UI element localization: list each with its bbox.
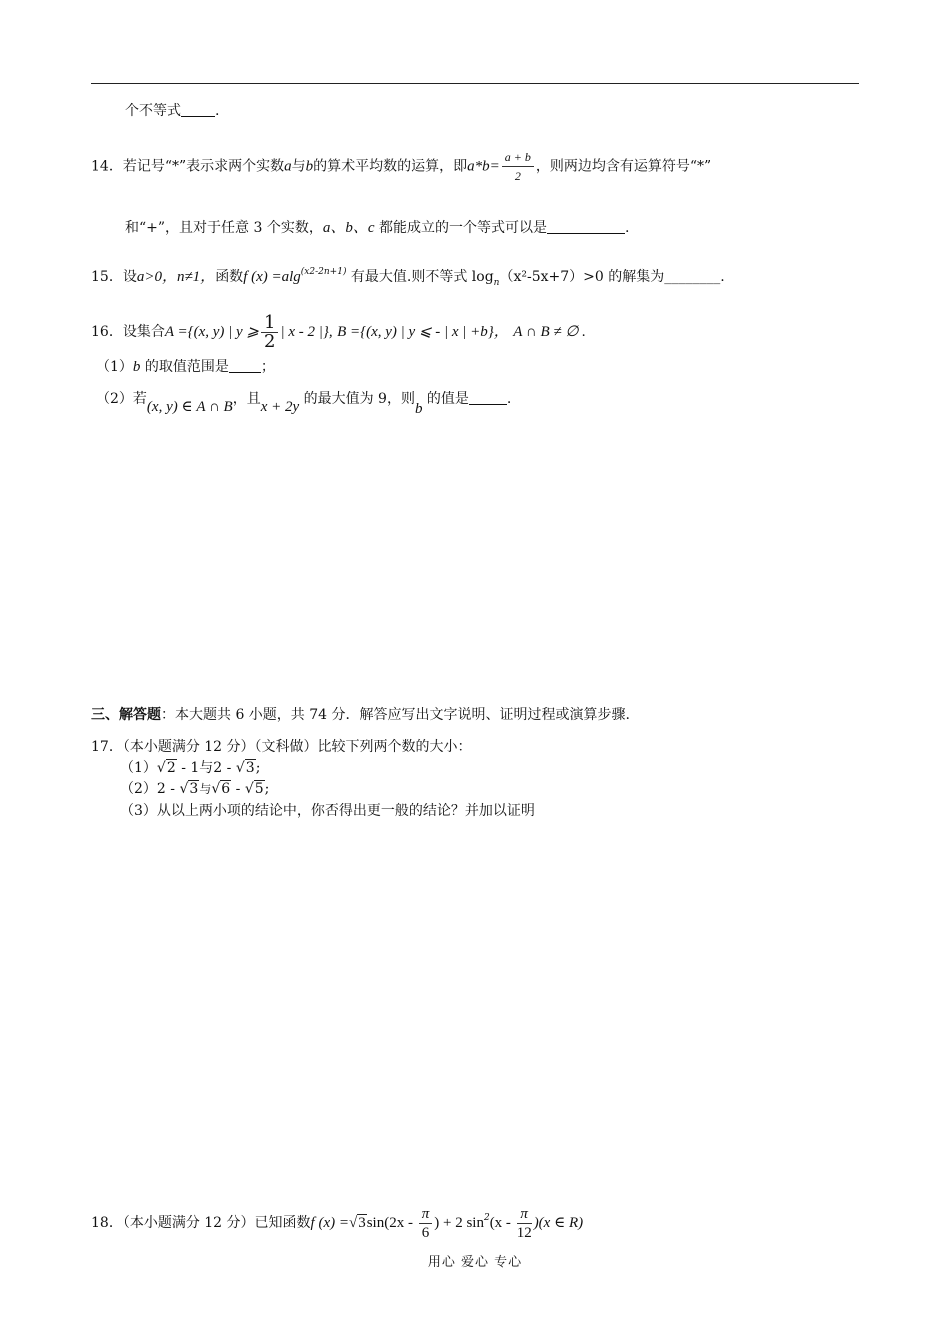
q15-text: 设 (122, 269, 137, 285)
q14-fraction (502, 148, 534, 185)
q16-text: 设集合 (122, 324, 165, 340)
fraction-numerator: a + b (502, 148, 534, 167)
question-18 (91, 1196, 583, 1245)
q16-text: 的取值范围是 (140, 359, 229, 375)
q16-var-b: b (414, 401, 423, 417)
part-label: （2）若 (96, 391, 147, 407)
q16-condition: A ∩ B ≠ ∅ . (513, 324, 586, 340)
q18-expression: (x - (489, 1215, 515, 1231)
q16-end: . (506, 391, 512, 407)
q18-intro: （本小题满分 12 分）已知函数 (122, 1215, 311, 1231)
answer-blank (181, 102, 215, 117)
question-17-part-2 (120, 779, 269, 799)
question-number: 15． (91, 269, 123, 285)
q14-text: 的算术平均数的运算，即 (313, 158, 468, 175)
part-label: （1） (120, 760, 157, 776)
q16-set-b: B ={(x, y) | y ⩽ - | x | +b}， (337, 324, 509, 340)
part-label: （1） (96, 359, 133, 375)
continuation-line (125, 101, 219, 121)
sqrt-symbol: √2 (156, 760, 176, 776)
q15-function: f (x) =alg (243, 269, 301, 285)
q14-text: 都能成立的一个等式可以是 (374, 220, 547, 236)
fraction-numerator: 1 (261, 314, 278, 333)
question-14-line-2 (125, 218, 629, 238)
question-17 (91, 737, 472, 757)
q14-var-b: b (305, 158, 314, 175)
q16-text: 的最大值为 9，则 (299, 391, 415, 407)
section-heading (91, 705, 630, 725)
fraction-denominator: 12 (516, 1224, 532, 1241)
fraction-denominator: 2 (264, 330, 276, 352)
q15-text: 函数 (215, 269, 244, 285)
question-15 (91, 262, 725, 293)
q17-text: 2 - (156, 781, 180, 797)
q18-expression: ) + 2 sin (434, 1215, 484, 1231)
q15-log-base: n (493, 278, 500, 288)
q15-end: . (720, 269, 725, 285)
q15-exponent: (x2-2n+1) (300, 267, 347, 277)
q17-text: - (231, 781, 245, 797)
q14-var-a: a (284, 158, 292, 175)
page-footer: 用心 爱心 专心 (427, 1255, 523, 1270)
q15-condition: a>0，n≠1， (136, 269, 216, 285)
q14-text: 和“+”，且对于任意 3 个实数， (125, 220, 323, 236)
continuation-text: 个不等式 (125, 103, 181, 119)
q16-end: ； (260, 359, 275, 375)
q16-set-a: A ={(x, y) | y ⩾ (164, 324, 259, 340)
question-number: 16． (91, 324, 123, 340)
radicand: 3 (358, 1215, 366, 1231)
q14-text: 与 (291, 158, 306, 175)
q17-text: - 1与2 - (176, 760, 236, 776)
sqrt-symbol: √3 (235, 760, 255, 776)
q18-sin: sin(2x - (366, 1215, 417, 1231)
part-label: （2） (120, 781, 157, 797)
q14-vars: a、b、c (322, 220, 375, 236)
answer-blank (229, 358, 261, 373)
q15-text: （x²-5x+7）>0 的解集为 (499, 269, 665, 285)
fraction-numerator: π (517, 1205, 532, 1224)
fraction-denominator: 6 (421, 1224, 430, 1241)
sqrt-symbol: √5 (244, 781, 264, 797)
q16-set-a-end: | x - 2 |}, (280, 324, 333, 340)
sqrt-symbol: √3 (348, 1215, 366, 1231)
question-number: 14． (91, 158, 123, 175)
q18-domain: )(x ∈ R) (533, 1215, 584, 1231)
sqrt-symbol: √6 (211, 781, 231, 797)
q14-text: 若记号“*”表示求两个实数 (122, 158, 285, 175)
q16-text: 的值是 (422, 391, 469, 407)
q18-square: 2 (483, 1213, 490, 1223)
question-16 (91, 310, 586, 354)
radicand: 3 (189, 781, 199, 797)
question-17-part-1 (120, 758, 260, 778)
sqrt-symbol: √3 (179, 781, 199, 797)
q17-end: ; (255, 760, 261, 776)
question-number: 17． (91, 739, 123, 755)
q18-fraction (517, 1205, 532, 1242)
q18-function: f (x) = (310, 1215, 349, 1231)
question-14-line-1 (91, 148, 711, 185)
radicand: 6 (221, 781, 231, 797)
q16-text: ，且 (232, 391, 261, 407)
header-rule (91, 83, 859, 84)
radicand: 5 (254, 781, 264, 797)
q14-expr: a*b= (467, 158, 500, 175)
q16-var-b: b (132, 359, 141, 375)
section-title: 三、解答题 (91, 707, 161, 723)
question-16-part-2 (96, 385, 511, 423)
answer-blank: ________ (664, 269, 721, 285)
q17-text: 与 (199, 782, 212, 796)
q17-end: ; (264, 781, 270, 797)
answer-blank (547, 219, 625, 234)
q16-fraction (261, 311, 278, 352)
radicand: 3 (245, 760, 255, 776)
q17-intro: （本小题满分 12 分）（文科做）比较下列两个数的大小： (122, 739, 472, 755)
continuation-end: . (215, 103, 220, 119)
q18-fraction (419, 1205, 433, 1242)
q14-end: . (624, 220, 630, 236)
answer-blank (469, 390, 507, 405)
q16-expression: x + 2y (260, 399, 300, 415)
fraction-denominator: 2 (514, 169, 521, 183)
section-instructions: ：本大题共 6 小题，共 74 分．解答应写出文字说明、证明过程或演算步骤. (161, 707, 630, 723)
question-number: 18． (91, 1215, 123, 1231)
question-17-part-3 (120, 801, 535, 821)
q16-expression: (x, y) ∈ A ∩ B (146, 399, 233, 415)
question-16-part-1 (96, 357, 275, 377)
q15-text: 有最大值.则不等式 log (346, 269, 494, 285)
radicand: 2 (166, 760, 176, 776)
q17-part-3-text: （3）从以上两小项的结论中，你否得出更一般的结论？并加以证明 (120, 803, 535, 819)
fraction-numerator: π (419, 1205, 433, 1224)
q14-text: ，则两边均含有运算符号“*” (535, 158, 712, 175)
